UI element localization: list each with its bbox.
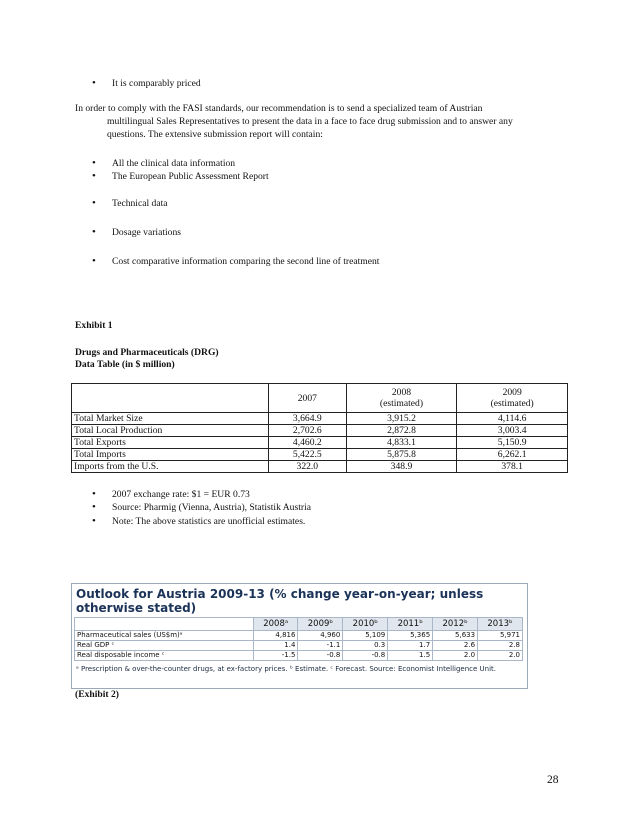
table-row — [72, 413, 568, 425]
col-header-year: 2009 — [502, 387, 522, 398]
table-cell: 5,150.9 — [457, 437, 568, 449]
note-text: Note: The above statistics are unofficial estimates. — [112, 516, 306, 527]
exhibit-2-outlook-box — [71, 583, 528, 689]
table-cell: 2.8 — [478, 641, 523, 651]
bullet-text: All the clinical data information — [112, 158, 236, 169]
table-row — [75, 631, 523, 641]
table-cell: 3,915.2 — [346, 413, 457, 425]
table-cell: 1.4 — [254, 641, 298, 651]
exhibit-1-title: Drugs and Pharmaceuticals (DRG) — [75, 347, 219, 358]
col-header-note: (estimated) — [379, 398, 424, 409]
table-cell: 322.0 — [269, 461, 347, 473]
col-header-year: 2007 — [297, 392, 317, 404]
col-header-2007 — [269, 384, 347, 413]
bullet-icon: • — [92, 501, 96, 513]
table-cell: 4,114.6 — [457, 413, 568, 425]
table-cell: 3,003.4 — [457, 425, 568, 437]
bullet-text: The European Public Assessment Report — [112, 171, 269, 182]
table-cell: 5,875.8 — [346, 449, 457, 461]
col-header-2009 — [457, 384, 568, 413]
table-cell: 4,960 — [298, 631, 343, 641]
bullet-icon: • — [92, 488, 96, 500]
table-cell: 2,702.6 — [269, 425, 347, 437]
bullet-item-clinical-data — [92, 157, 235, 170]
bullet-item-comparably-priced — [92, 77, 201, 90]
table-row — [72, 461, 568, 473]
page-number: 28 — [547, 774, 559, 786]
note-text: Source: Pharmig (Vienna, Austria), Statistik Austria — [112, 502, 311, 513]
outlook-header-row — [75, 618, 523, 631]
drg-data-table — [71, 383, 568, 473]
col-header-2008 — [346, 384, 457, 413]
table-cell: 2.0 — [433, 651, 478, 661]
table-row — [75, 641, 523, 651]
bullet-icon: • — [92, 255, 96, 267]
table-cell: 1.7 — [388, 641, 433, 651]
table-cell: -1.5 — [254, 651, 298, 661]
exhibit-2-caption: (Exhibit 2) — [75, 689, 119, 700]
col-header-year: 2008 — [391, 387, 412, 398]
outlook-corner-cell — [75, 618, 254, 631]
outlook-title: Outlook for Austria 2009-13 (% change year-on-year; unless otherwise stated) — [76, 587, 484, 615]
table-cell: 3,664.9 — [269, 413, 347, 425]
row-label: Pharmaceutical sales (US$m)ᵃ — [75, 631, 254, 641]
outlook-table — [74, 617, 523, 661]
row-label: Total Imports — [72, 449, 269, 461]
table-row — [72, 449, 568, 461]
row-label: Real disposable income ᶜ — [75, 651, 254, 661]
outlook-year-header: 2012ᵇ — [433, 618, 478, 631]
table-cell: 5,971 — [478, 631, 523, 641]
bullet-item-public-assessment — [92, 170, 269, 183]
paragraph-line-2: multilingual Sales Representatives to present the data in a face to face drug submission and to answer any — [107, 116, 513, 127]
table-cell: -1.1 — [298, 641, 343, 651]
table-cell: 2.0 — [478, 651, 523, 661]
table-cell: 378.1 — [457, 461, 568, 473]
paragraph-line-1: In order to comply with the FASI standards, our recommendation is to send a specialized team of Austrian — [75, 103, 483, 114]
table-cell: 5,109 — [343, 631, 388, 641]
bullet-icon: • — [92, 170, 96, 182]
note-text: 2007 exchange rate: $1 = EUR 0.73 — [112, 489, 250, 500]
note-unofficial — [92, 515, 305, 528]
outlook-year-header: 2013ᵇ — [478, 618, 523, 631]
table-corner-cell — [72, 384, 269, 413]
row-label: Total Local Production — [72, 425, 269, 437]
table-cell: 4,816 — [254, 631, 298, 641]
table-header-row — [72, 384, 568, 413]
bullet-text: Dosage variations — [112, 227, 182, 238]
outlook-footnote: ᵃ Prescription & over-the-counter drugs, at ex-factory prices. ᵇ Estimate. ᶜ Forecast. Source: Economist Intelligence Unit. — [76, 665, 497, 673]
note-source — [92, 501, 311, 514]
col-header-note: (estimated) — [490, 398, 534, 409]
table-cell: 1.5 — [388, 651, 433, 661]
paragraph-line-3: questions. The extensive submission report will contain: — [107, 129, 323, 140]
table-cell: 5,422.5 — [269, 449, 347, 461]
row-label: Real GDP ᶜ — [75, 641, 254, 651]
outlook-year-header: 2010ᵇ — [343, 618, 388, 631]
exhibit-1-subtitle: Data Table (in $ million) — [75, 359, 175, 370]
table-cell: 4,833.1 — [346, 437, 457, 449]
table-cell: -0.8 — [298, 651, 343, 661]
row-label: Imports from the U.S. — [72, 461, 269, 473]
bullet-icon: • — [92, 157, 96, 169]
bullet-icon: • — [92, 77, 96, 89]
exhibit-1-heading: Exhibit 1 — [75, 320, 113, 331]
table-row — [75, 651, 523, 661]
bullet-icon: • — [92, 515, 96, 527]
row-label: Total Market Size — [72, 413, 269, 425]
bullet-text: Cost comparative information comparing the second line of treatment — [112, 256, 380, 267]
table-cell: -0.8 — [343, 651, 388, 661]
bullet-item-cost-comparative — [92, 255, 379, 268]
note-exchange-rate — [92, 488, 250, 501]
table-cell: 4,460.2 — [269, 437, 347, 449]
outlook-year-header: 2008ᵃ — [254, 618, 298, 631]
bullet-icon: • — [92, 197, 96, 209]
row-label: Total Exports — [72, 437, 269, 449]
table-cell: 2.6 — [433, 641, 478, 651]
bullet-text: It is comparably priced — [112, 78, 201, 89]
table-cell: 5,365 — [388, 631, 433, 641]
bullet-item-dosage-variations — [92, 226, 181, 239]
table-row — [72, 425, 568, 437]
outlook-year-header: 2011ᵇ — [388, 618, 433, 631]
outlook-year-header: 2009ᵇ — [298, 618, 343, 631]
table-row — [72, 437, 568, 449]
bullet-text: Technical data — [112, 198, 168, 209]
table-cell: 348.9 — [346, 461, 457, 473]
bullet-item-technical-data — [92, 197, 168, 210]
bullet-icon: • — [92, 226, 96, 238]
table-cell: 5,633 — [433, 631, 478, 641]
table-cell: 2,872.8 — [346, 425, 457, 437]
table-cell: 0.3 — [343, 641, 388, 651]
table-cell: 6,262.1 — [457, 449, 568, 461]
